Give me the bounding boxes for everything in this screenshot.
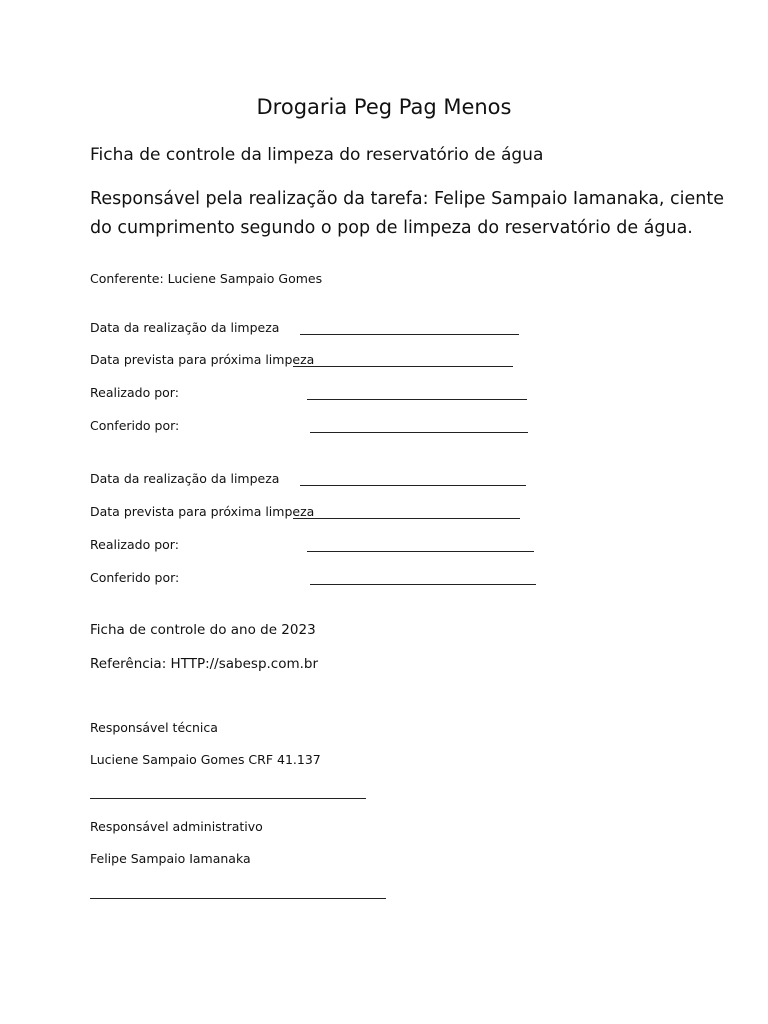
admin-responsible-label: Responsável administrativo [90, 819, 263, 834]
year-note: Ficha de controle do ano de 2023 [90, 622, 316, 638]
block2-date-done-line [300, 485, 526, 486]
tech-signature-line [90, 798, 366, 799]
block1-date-done-label: Data da realização da limpeza [90, 320, 280, 335]
checker-line: Conferente: Luciene Sampaio Gomes [90, 271, 323, 286]
admin-responsible-name: Felipe Sampaio Iamanaka [90, 851, 251, 866]
block1-checked-by-label: Conferido por: [90, 418, 180, 433]
block2-date-next-line [293, 518, 520, 519]
responsible-paragraph [90, 185, 724, 243]
responsible-line-2: do cumprimento segundo o pop de limpeza do reservatório de água. [90, 218, 693, 238]
block1-done-by-line [307, 399, 527, 400]
reference-note: Referência: HTTP://sabesp.com.br [90, 656, 319, 672]
block2-date-next-label: Data prevista para próxima limpeza [90, 504, 315, 519]
block1-date-next-line [293, 366, 513, 367]
admin-signature-line [90, 898, 386, 899]
block1-done-by-label: Realizado por: [90, 385, 179, 400]
form-subtitle: Ficha de controle da limpeza do reservatório de água [90, 145, 544, 165]
block2-done-by-line [307, 551, 534, 552]
block1-checked-by-line [310, 432, 528, 433]
tech-responsible-name: Luciene Sampaio Gomes CRF 41.137 [90, 752, 321, 767]
block2-checked-by-line [310, 584, 536, 585]
page-title: Drogaria Peg Pag Menos [256, 95, 512, 119]
block2-checked-by-label: Conferido por: [90, 570, 180, 585]
tech-responsible-label: Responsável técnica [90, 720, 218, 735]
block2-done-by-label: Realizado por: [90, 537, 179, 552]
block1-date-done-line [300, 334, 519, 335]
block1-date-next-label: Data prevista para próxima limpeza [90, 352, 315, 367]
responsible-line-1: Responsável pela realização da tarefa: Felipe Sampaio Iamanaka, ciente [90, 189, 725, 209]
block2-date-done-label: Data da realização da limpeza [90, 471, 280, 486]
